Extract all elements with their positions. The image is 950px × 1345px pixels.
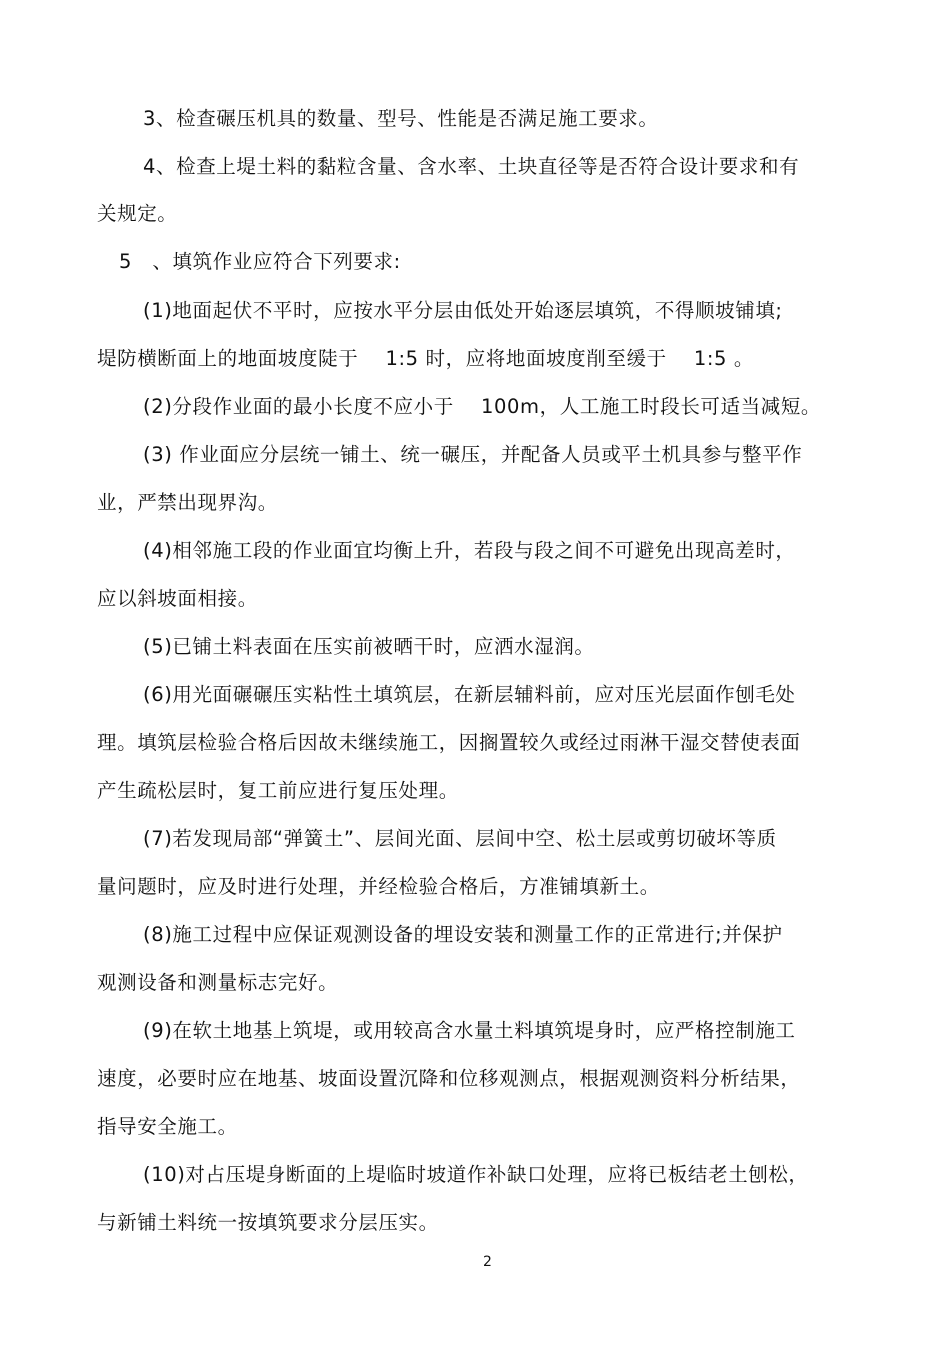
paragraph-line: 与新铺土料统一按填筑要求分层压实。: [97, 1211, 439, 1234]
paragraph-line: (3) 作业面应分层统一铺土、统一碾压，并配备人员或平土机具参与整平作: [143, 443, 803, 466]
paragraph-line: 应以斜坡面相接。: [97, 587, 258, 610]
paragraph-line: 5 、填筑作业应符合下列要求:: [119, 250, 401, 273]
paragraph-line: 理。填筑层检验合格后因故未继续施工，因搁置较久或经过雨淋干湿交替使表面: [97, 731, 801, 754]
paragraph-line: 量问题时，应及时进行处理，并经检验合格后，方准铺填新土。: [97, 875, 660, 898]
paragraph-line: (9)在软土地基上筑堤，或用较高含水量土料填筑堤身时，应严格控制施工: [143, 1019, 796, 1042]
paragraph-line: 观测设备和测量标志完好。: [97, 971, 339, 994]
paragraph-line: 产生疏松层时，复工前应进行复压处理。: [97, 779, 459, 802]
paragraph-line: (1)地面起伏不平时，应按水平分层由低处开始逐层填筑，不得顺坡铺填;: [143, 299, 783, 322]
paragraph-line: 速度，必要时应在地基、坡面设置沉降和位移观测点，根据观测资料分析结果，: [97, 1067, 801, 1090]
page-number: 2: [483, 1254, 492, 1270]
paragraph-line: 业，严禁出现界沟。: [97, 491, 278, 514]
paragraph-line: (7)若发现局部“弹簧土”、层间光面、层间中空、松土层或剪切破坏等质: [143, 827, 777, 850]
paragraph-line: (8)施工过程中应保证观测设备的埋设安装和测量工作的正常进行;并保护: [143, 923, 783, 946]
paragraph-line: 堤防横断面上的地面坡度陡于 1:5 时，应将地面坡度削至缓于 1:5 。: [97, 347, 754, 370]
paragraph-line: 4、检查上堤土料的黏粒含量、含水率、土块直径等是否符合设计要求和有: [143, 155, 800, 178]
paragraph-line: (2)分段作业面的最小长度不应小于 100m，人工施工时段长可适当减短。: [143, 395, 822, 418]
paragraph-line: (5)已铺土料表面在压实前被晒干时，应洒水湿润。: [143, 635, 595, 658]
paragraph-line: (10)对占压堤身断面的上堤临时坡道作补缺口处理，应将已板结老土刨松，: [143, 1163, 809, 1186]
paragraph-line: (6)用光面碾碾压实粘性土填筑层，在新层辅料前，应对压光层面作刨毛处: [143, 683, 796, 706]
paragraph-line: 3、检查碾压机具的数量、型号、性能是否满足施工要求。: [143, 107, 659, 130]
paragraph-line: 关规定。: [97, 202, 178, 225]
paragraph-line: 指导安全施工。: [97, 1115, 238, 1138]
paragraph-line: (4)相邻施工段的作业面宜均衡上升，若段与段之间不可避免出现高差时，: [143, 539, 796, 562]
